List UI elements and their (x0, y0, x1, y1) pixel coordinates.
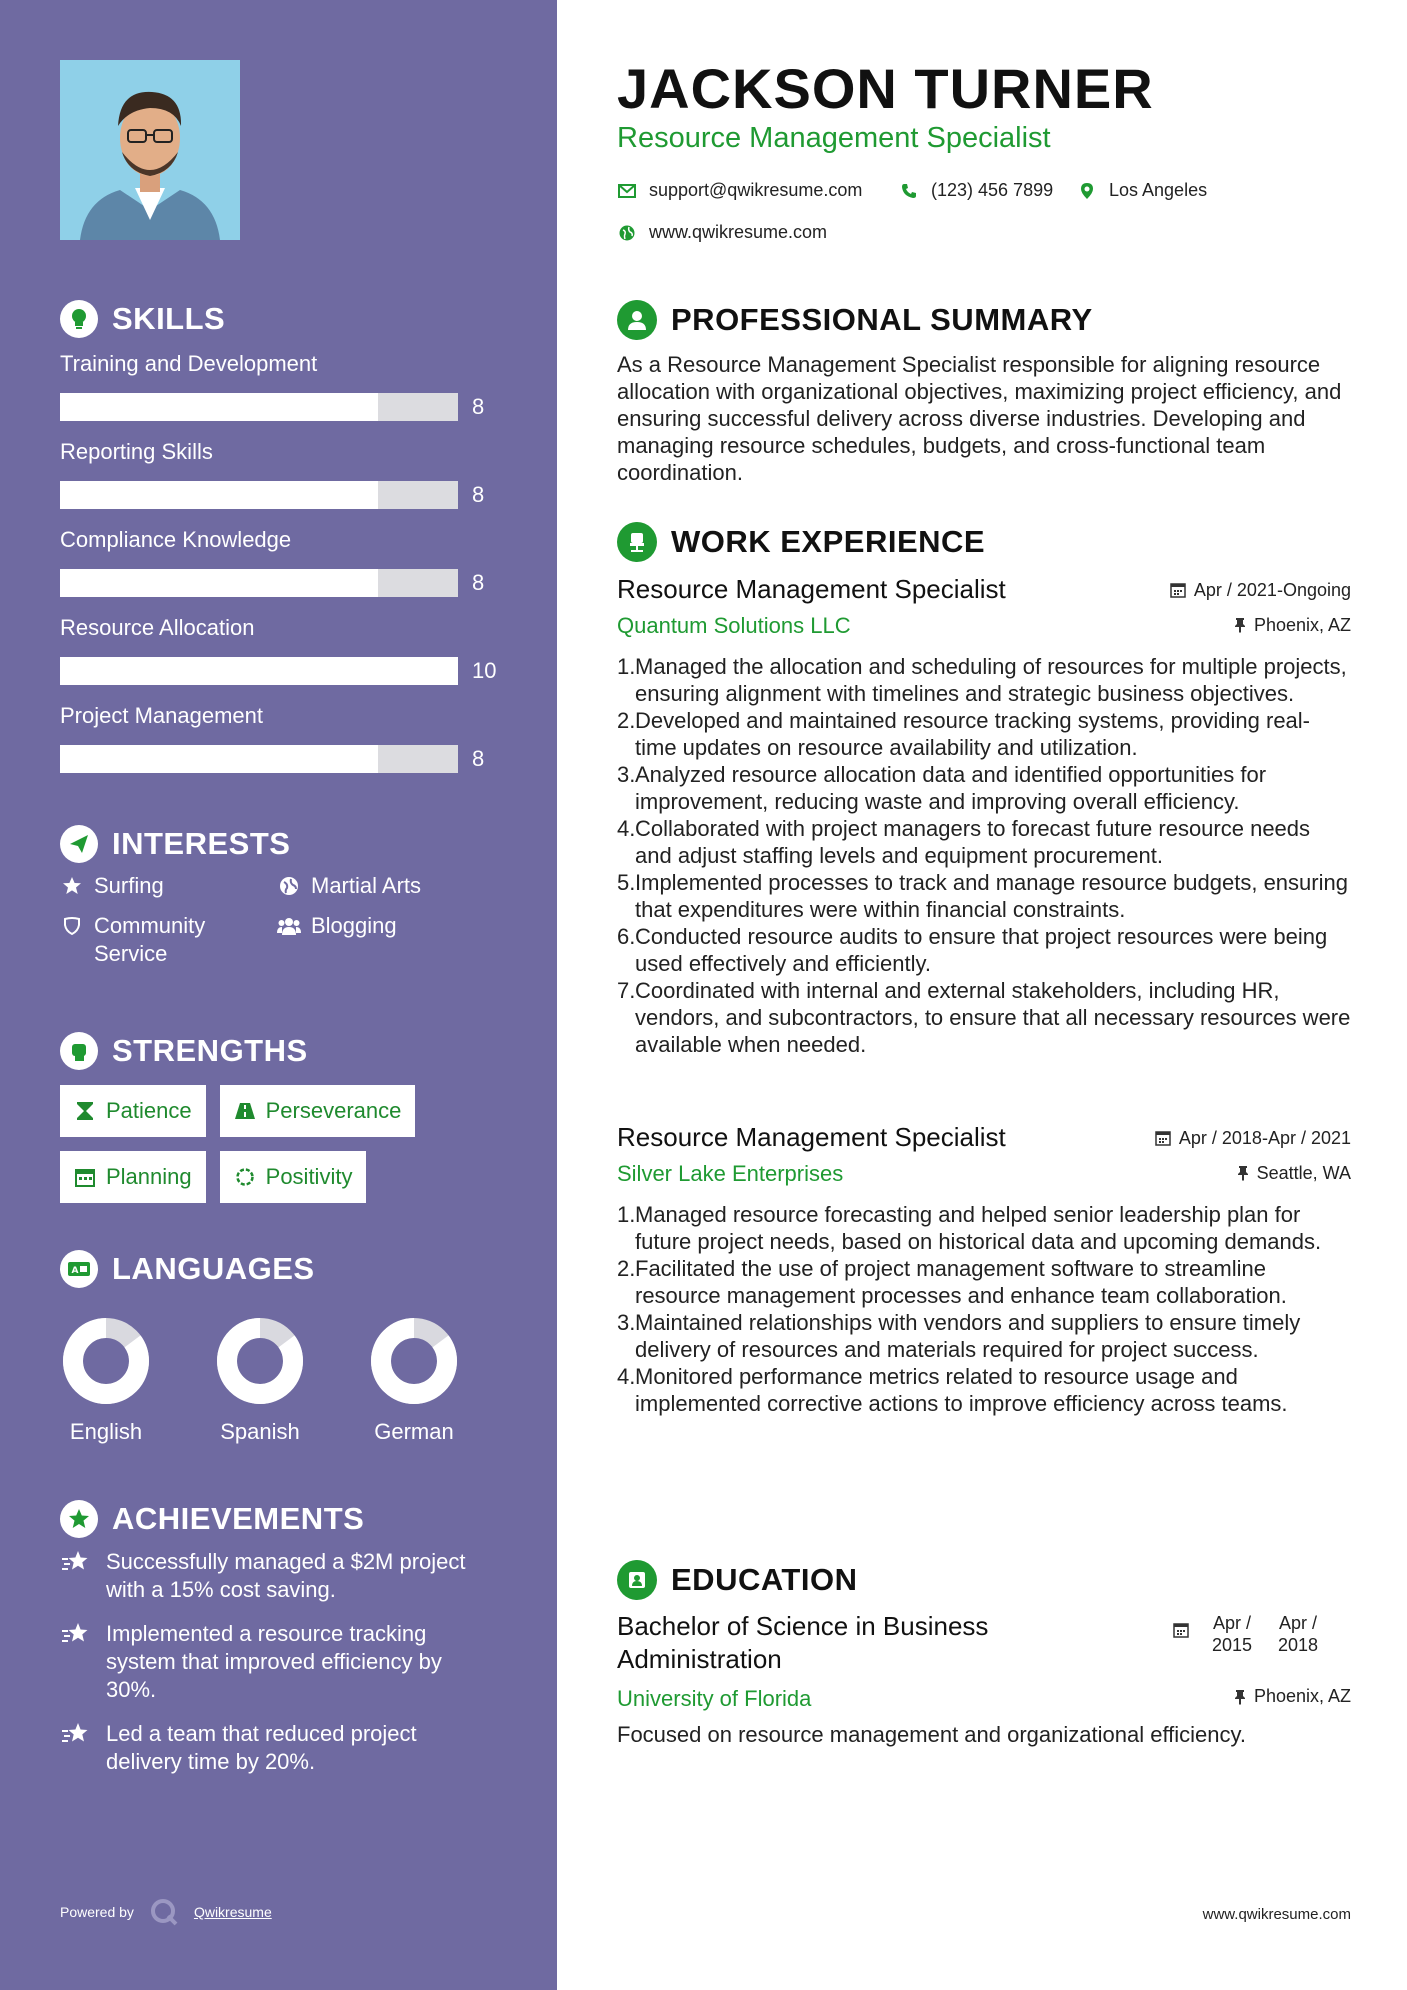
calendar-icon (1170, 582, 1186, 598)
strengths-heading: STRENGTHS (60, 1032, 308, 1070)
languages-list (60, 1315, 480, 1445)
job-bullet: Coordinated with internal and external stakeholders, including HR, vendors, and subcontractors, to ensure that all necessary resources were available when needed. (635, 978, 1351, 1057)
job-bullets (617, 1201, 1351, 1417)
strengths-list (60, 1085, 500, 1203)
interest-item: Surfing (60, 872, 277, 900)
skill-name: Training and Development (60, 351, 318, 376)
summary-heading: PROFESSIONAL SUMMARY (617, 300, 1093, 340)
award-star-icon (60, 1500, 98, 1538)
svg-text:A: A (71, 1266, 79, 1276)
skill-bar (60, 745, 458, 773)
education-degree: Bachelor of Science in Business Administration (617, 1611, 989, 1674)
candidate-title: Resource Management Specialist (617, 122, 1051, 154)
pushpin-icon (1234, 617, 1246, 633)
calendar-icon (1155, 1130, 1171, 1146)
skills-list (60, 350, 520, 790)
skill-bar (60, 393, 458, 421)
profile-photo (60, 60, 240, 240)
job-company: Quantum Solutions LLC (617, 613, 851, 638)
job-bullet: Implemented processes to track and manage resource budgets, ensuring that expenditures were within financial constraints. (635, 870, 1348, 922)
qwikresume-link[interactable]: Qwikresume (193, 1904, 272, 1920)
education-description: Focused on resource management and organizational efficiency. (617, 1722, 1247, 1747)
user-icon (617, 300, 657, 340)
globe-icon (277, 872, 301, 900)
language-name: English (69, 1419, 143, 1444)
road-icon (234, 1100, 256, 1122)
skill-bar-fill (60, 569, 378, 597)
powered-by: Powered by Qwikresume (60, 1898, 272, 1926)
skill-item (60, 526, 520, 614)
achievements-list (60, 1548, 490, 1792)
strength-badge: Perseverance (220, 1085, 416, 1137)
trophy-star-icon (60, 1720, 92, 1748)
job-bullet: Maintained relationships with vendors and suppliers to ensure timely delivery of resources and materials required for project success. (635, 1310, 1301, 1362)
job-title: Resource Management Specialist (617, 1122, 1006, 1152)
experience-heading: WORK EXPERIENCE (617, 522, 985, 562)
job-company: Silver Lake Enterprises (617, 1161, 844, 1186)
job-dates: Apr / 2021-Ongoing (1170, 580, 1351, 601)
skill-value: 8 (472, 570, 485, 595)
achievement-text: Implemented a resource tracking system that improved efficiency by 30%. (106, 1621, 442, 1702)
contact-location: Los Angeles (1077, 180, 1207, 201)
lightbulb-icon (60, 300, 98, 338)
education-end: Apr / 2018 (1277, 1613, 1319, 1655)
skill-bar-fill (60, 657, 458, 685)
skill-item (60, 350, 520, 438)
skill-item (60, 702, 520, 790)
language-item (60, 1315, 152, 1445)
interest-item: Community Service (60, 912, 277, 968)
job-entry (617, 574, 1351, 1058)
skills-heading: SKILLS (60, 300, 225, 338)
skill-value: 8 (472, 482, 485, 507)
candidate-name: JACKSON TURNER (617, 57, 1154, 120)
sidebar (0, 0, 557, 1990)
education-school: University of Florida (617, 1686, 812, 1711)
achievements-heading: ACHIEVEMENTS (60, 1500, 364, 1538)
chair-icon (617, 522, 657, 562)
contact-website[interactable]: www.qwikresume.com (617, 222, 827, 243)
interests-heading: INTERESTS (60, 825, 290, 863)
pushpin-icon (1237, 1165, 1249, 1181)
job-location: Phoenix, AZ (1234, 615, 1351, 636)
skill-name: Resource Allocation (60, 615, 255, 640)
skill-name: Reporting Skills (60, 439, 213, 464)
education-dates (1173, 1612, 1321, 1656)
summary-text: As a Resource Management Specialist responsible for aligning resource allocation with organizational objectives, maximizing project efficiency, and ensuring successful delivery across diverse industries. Developing and managing resource schedules, budgets, and cross-functional team coordination. (617, 352, 1342, 485)
job-title: Resource Management Specialist (617, 574, 1006, 604)
interests-list (60, 872, 500, 968)
languages-heading: A LANGUAGES (60, 1250, 315, 1288)
education-heading: EDUCATION (617, 1560, 857, 1600)
education-start: Apr / 2015 (1211, 1613, 1253, 1655)
strength-badge: Planning (60, 1151, 206, 1203)
job-dates: Apr / 2018-Apr / 2021 (1155, 1128, 1351, 1149)
job-bullet: Monitored performance metrics related to resource usage and implemented corrective actions to improve efficiency across teams. (635, 1364, 1288, 1416)
strength-badge: Patience (60, 1085, 206, 1137)
star-icon (60, 872, 84, 900)
skill-name: Compliance Knowledge (60, 527, 292, 552)
contact-phone[interactable]: (123) 456 7899 (899, 180, 1053, 201)
education-location: Phoenix, AZ (1234, 1686, 1351, 1707)
skill-name: Project Management (60, 703, 263, 728)
footer-url[interactable]: www.qwikresume.com (1202, 1906, 1351, 1923)
main-content (617, 0, 1351, 1990)
language-name: Spanish (220, 1419, 300, 1444)
skill-item (60, 438, 520, 526)
achievement-text: Led a team that reduced project delivery time by 20%. (106, 1721, 417, 1774)
globe-icon (617, 223, 637, 243)
achievement-item (60, 1620, 490, 1704)
skill-bar (60, 481, 458, 509)
skill-value: 8 (472, 746, 485, 771)
job-entry (617, 1122, 1351, 1417)
envelope-icon (617, 181, 637, 201)
skill-bar-fill (60, 481, 378, 509)
achievement-item (60, 1548, 490, 1604)
users-icon (277, 912, 301, 940)
job-bullet: Facilitated the use of project management software to streamline resource management processes and enhance team collaboration. (635, 1256, 1287, 1308)
paper-plane-icon (60, 825, 98, 863)
phone-icon (899, 181, 919, 201)
hourglass-icon (74, 1100, 96, 1122)
job-bullet: Conducted resource audits to ensure that project resources were being used effectively and efficiently. (635, 924, 1328, 976)
skill-bar (60, 657, 458, 685)
job-bullets (617, 653, 1351, 1058)
contact-email[interactable]: support@qwikresume.com (617, 180, 862, 201)
map-marker-icon (1077, 181, 1097, 201)
language-item (214, 1315, 306, 1445)
achievement-text: Successfully managed a $2M project with a 15% cost saving. (106, 1549, 466, 1602)
trophy-star-icon (60, 1620, 92, 1648)
graduation-icon (617, 1560, 657, 1600)
interest-item: Martial Arts (277, 872, 497, 900)
skill-item (60, 614, 520, 702)
skill-bar-fill (60, 393, 378, 421)
job-bullet: Managed the allocation and scheduling of resources for multiple projects, ensuring alignment with timelines and strategic business objectives. (635, 654, 1347, 706)
job-bullet: Analyzed resource allocation data and identified opportunities for improvement, reducing waste and improving overall efficiency. (635, 762, 1267, 814)
language-level-ring (368, 1315, 460, 1407)
skill-value: 10 (472, 658, 497, 683)
language-icon (60, 1250, 98, 1288)
skill-bar-fill (60, 745, 378, 773)
fist-icon (60, 1032, 98, 1070)
language-level-ring (60, 1315, 152, 1407)
job-bullet: Developed and maintained resource tracking systems, providing real-time updates on resource availability and utilization. (635, 708, 1311, 760)
language-name: German (374, 1419, 454, 1444)
shield-icon (60, 912, 84, 940)
calendar-icon (1173, 1622, 1189, 1638)
interest-item: Blogging (277, 912, 497, 968)
job-location: Seattle, WA (1237, 1163, 1351, 1184)
job-bullet: Managed resource forecasting and helped senior leadership plan for future project needs, based on historical data and upcoming demands. (635, 1202, 1322, 1254)
skill-value: 8 (472, 394, 485, 419)
skill-bar (60, 569, 458, 597)
qwikresume-logo-icon (150, 1898, 178, 1926)
language-level-ring (214, 1315, 306, 1407)
achievement-item (60, 1720, 490, 1776)
strength-badge: Positivity (220, 1151, 367, 1203)
language-item (368, 1315, 460, 1445)
trophy-star-icon (60, 1548, 92, 1576)
pushpin-icon (1234, 1689, 1246, 1705)
calendar-icon (74, 1166, 96, 1188)
circle-notch-icon (234, 1166, 256, 1188)
education-entry (617, 1610, 1351, 1748)
job-bullet: Collaborated with project managers to forecast future resource needs and adjust staffing levels and equipment procurement. (635, 816, 1311, 868)
